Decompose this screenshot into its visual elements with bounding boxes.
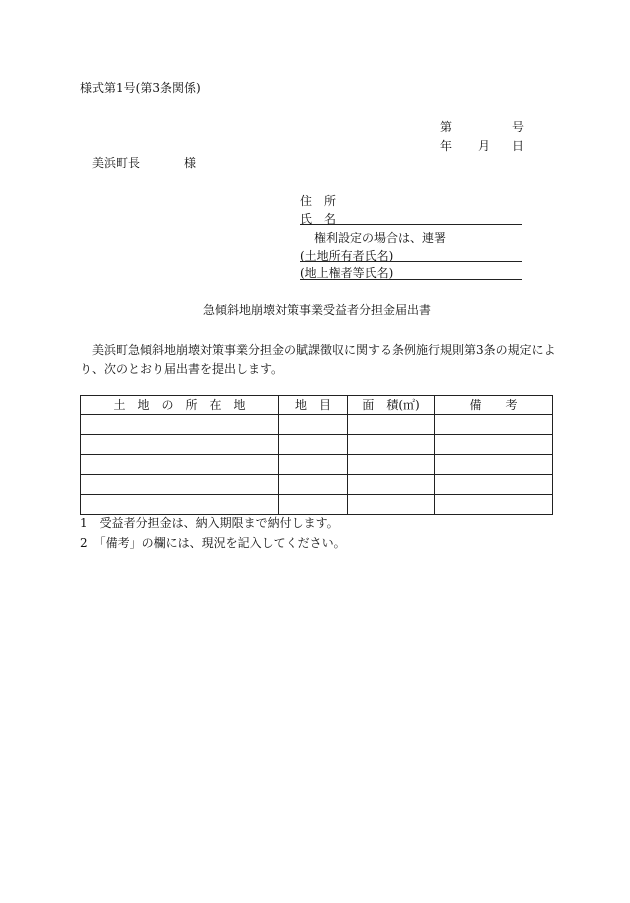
table-header-row <box>81 396 553 415</box>
header-location: 土 地 の 所 在 地 <box>81 396 279 415</box>
number-suffix: 号 <box>512 120 525 134</box>
name-underline <box>300 224 522 225</box>
addressee <box>92 157 196 169</box>
superficiary-underline <box>300 279 522 280</box>
cell-remarks[interactable] <box>435 475 553 495</box>
table-row <box>81 435 553 455</box>
header-area: 面 積(㎡) <box>348 396 435 415</box>
date-day: 日 <box>512 139 525 153</box>
cell-area[interactable] <box>348 455 435 475</box>
table-row <box>81 495 553 515</box>
header-land-category: 地 目 <box>279 396 348 415</box>
number-line <box>440 121 524 133</box>
address-label: 住 所 <box>300 194 337 208</box>
cell-location[interactable] <box>81 475 279 495</box>
cell-location[interactable] <box>81 435 279 455</box>
name-label: 氏 名 <box>300 212 337 226</box>
cell-remarks[interactable] <box>435 495 553 515</box>
cell-location[interactable] <box>81 415 279 435</box>
cell-location[interactable] <box>81 455 279 475</box>
cell-land-category[interactable] <box>279 475 348 495</box>
body-text-line-1: 美浜町急傾斜地崩壊対策事業分担金の賦課徴収に関する条例施行規則第3条の規定によ <box>92 343 556 357</box>
number-prefix: 第 <box>440 120 453 134</box>
form-label: 様式第1号(第3条関係) <box>80 81 201 95</box>
date-year: 年 <box>440 139 453 153</box>
table-row <box>81 475 553 495</box>
note-2: 2 「備考」の欄には、現況を記入してください。 <box>80 536 346 550</box>
cell-land-category[interactable] <box>279 435 348 455</box>
table-row <box>81 455 553 475</box>
body-text-line-2: り、次のとおり届出書を提出します。 <box>80 362 284 376</box>
date-month: 月 <box>478 139 491 153</box>
cell-land-category[interactable] <box>279 415 348 435</box>
date-line <box>440 140 524 152</box>
landowner-label: (土地所有者氏名) <box>300 249 394 263</box>
superficiary-label: (地上権者等氏名) <box>300 266 394 280</box>
cell-area[interactable] <box>348 475 435 495</box>
cell-remarks[interactable] <box>435 435 553 455</box>
cell-remarks[interactable] <box>435 455 553 475</box>
addressee-honorific: 様 <box>184 156 197 170</box>
landowner-underline <box>300 261 522 262</box>
land-table <box>80 395 553 515</box>
table-row <box>81 415 553 435</box>
cell-remarks[interactable] <box>435 415 553 435</box>
note-1: 1 受益者分担金は、納入期限まで納付します。 <box>80 516 339 530</box>
cell-location[interactable] <box>81 495 279 515</box>
cell-area[interactable] <box>348 415 435 435</box>
cell-land-category[interactable] <box>279 495 348 515</box>
rights-note: 権利設定の場合は、連署 <box>314 231 447 245</box>
document-title: 急傾斜地崩壊対策事業受益者分担金届出書 <box>203 303 432 317</box>
cell-area[interactable] <box>348 495 435 515</box>
addressee-name: 美浜町長 <box>92 156 141 170</box>
cell-area[interactable] <box>348 435 435 455</box>
header-remarks: 備 考 <box>435 396 553 415</box>
cell-land-category[interactable] <box>279 455 348 475</box>
